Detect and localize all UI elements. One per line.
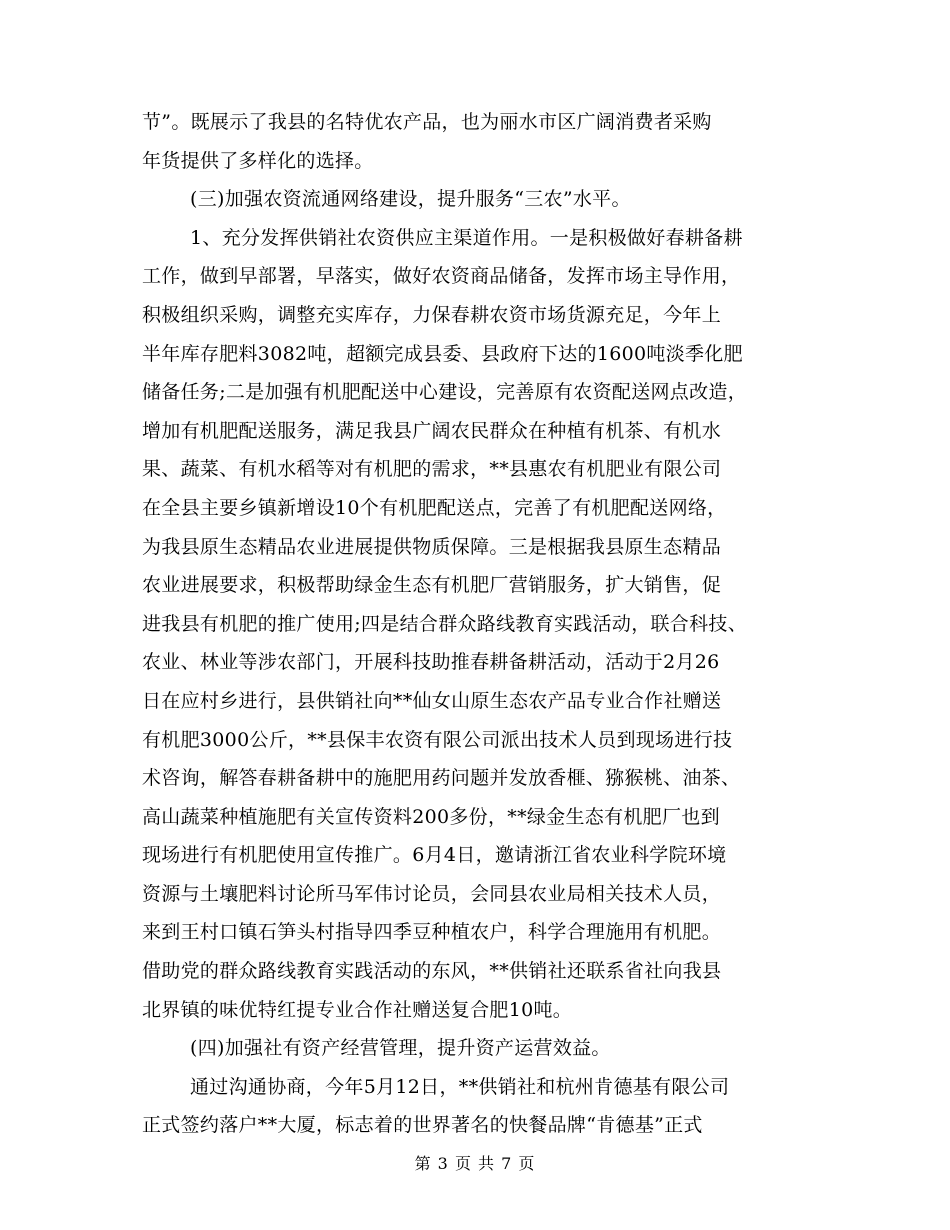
- text-line: 通过沟通协商，今年5月12日，**供销社和杭州肯德基有限公司: [190, 1075, 730, 1098]
- text-line: 年货提供了多样化的选择。: [142, 149, 374, 172]
- text-line: 果、蔬菜、有机水稻等对有机肥的需求，**县惠农有机肥业有限公司: [142, 458, 722, 481]
- text-line: 半年库存肥料3082吨，超额完成县委、县政府下达的1600吨淡季化肥: [142, 342, 743, 365]
- text-line: (三)加强农资流通网络建设，提升服务“三农”水平。: [190, 188, 631, 211]
- text-line: 1、充分发挥供销社农资供应主渠道作用。一是积极做好春耕备耕: [190, 226, 743, 249]
- text-line: 有机肥3000公斤，**县保丰农资有限公司派出技术人员到现场进行技: [142, 728, 733, 751]
- text-line: 北界镇的味优特红提专业合作社赠送复合肥10吨。: [142, 998, 573, 1021]
- text-line: 正式签约落户**大厦，标志着的世界著名的快餐品牌“肯德基”正式: [142, 1114, 703, 1137]
- text-line: 节”。既展示了我县的名特优农产品，也为丽水市区广阔消费者采购: [142, 111, 712, 133]
- text-line: 进我县有机肥的推广使用;四是结合群众路线教育实践活动，联合科技、: [142, 612, 748, 635]
- text-line: 现场进行有机肥使用宣传推广。6月4日，邀请浙江省农业科学院环境: [142, 844, 727, 867]
- page-footer: 第 3 页 共 7 页: [414, 1154, 536, 1173]
- text-line: 增加有机肥配送服务，满足我县广阔农民群众在种植有机茶、有机水: [142, 419, 722, 442]
- text-line: 农业进展要求，积极帮助绿金生态有机肥厂营销服务，扩大销售，促: [142, 574, 722, 597]
- text-line: 储备任务;二是加强有机肥配送中心建设，完善原有农资配送网点改造，: [142, 381, 748, 404]
- body-text: [142, 103, 822, 1145]
- text-line: 为我县原生态精品农业进展提供物质保障。三是根据我县原生态精品: [142, 535, 722, 558]
- text-line: 积极组织采购，调整充实库存，力保春耕农资市场货源充足，今年上: [142, 303, 722, 326]
- text-line: 日在应村乡进行，县供销社向**仙女山原生态农产品专业合作社赠送: [142, 689, 722, 712]
- text-line: (四)加强社有资产经营管理，提升资产运营效益。: [190, 1037, 611, 1060]
- text-line: 术咨询，解答春耕备耕中的施肥用药问题并发放香榧、猕猴桃、油茶、: [142, 767, 741, 790]
- text-line: 农业、林业等涉农部门，开展科技助推春耕备耕活动，活动于2月26: [142, 651, 720, 674]
- text-line: 借助党的群众路线教育实践活动的东风，**供销社还联系省社向我县: [142, 960, 722, 983]
- text-line: 高山蔬菜种植施肥有关宣传资料200多份，**绿金生态有机肥厂也到: [142, 805, 720, 828]
- text-line: 在全县主要乡镇新增设10个有机肥配送点，完善了有机肥配送网络，: [142, 496, 727, 519]
- text-line: 资源与土壤肥料讨论所马军伟讨论员，会同县农业局相关技术人员，: [142, 882, 722, 905]
- text-line: 来到王村口镇石笋头村指导四季豆种植农户，科学合理施用有机肥。: [142, 921, 722, 944]
- text-line: 工作，做到早部署，早落实，做好农资商品储备，发挥市场主导作用，: [142, 265, 741, 288]
